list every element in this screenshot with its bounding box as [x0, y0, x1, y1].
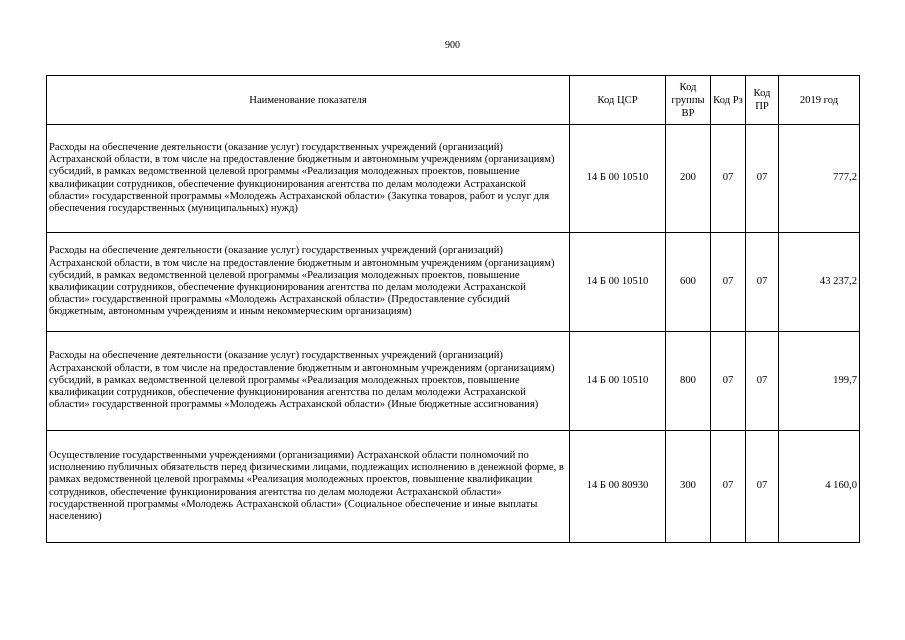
header-pr-code: Код ПР [746, 76, 779, 125]
row-csr-code: 14 Б 00 80930 [570, 431, 666, 543]
header-indicator-name: Наименование показателя [47, 76, 570, 125]
row-indicator-name: Расходы на обеспечение деятельности (оказание услуг) государственных учреждений (организаций) Астраханской области, в том числе на предоставление бюджетным и автономным учреждениям (организациям) субсидий, в рамках ведомственной целевой программы «Реализация молодежных проектов, повышение квалификации сотрудников, обеспечение функционирования агентства по делам молодежи Астраханской области» государственной программы «Молодежь Астраханской области» (Закупка товаров, работ и услуг для обеспечения государственных (муниципальных) нужд) [47, 125, 570, 233]
header-csr-code: Код ЦСР [570, 76, 666, 125]
row-vr-code: 800 [666, 332, 711, 431]
row-csr-code: 14 Б 00 10510 [570, 125, 666, 233]
header-rz-code: Код Рз [711, 76, 746, 125]
table-row [47, 431, 860, 543]
row-amount: 4 160,0 [779, 431, 860, 543]
table-header-row [47, 76, 860, 125]
row-pr-code: 07 [746, 233, 779, 332]
row-vr-code: 200 [666, 125, 711, 233]
row-pr-code: 07 [746, 332, 779, 431]
row-pr-code: 07 [746, 431, 779, 543]
row-indicator-name: Расходы на обеспечение деятельности (оказание услуг) государственных учреждений (организаций) Астраханской области, в том числе на предоставление бюджетным и автономным учреждениям (организациям) субсидий, в рамках ведомственной целевой программы «Реализация молодежных проектов, повышение квалификации сотрудников, обеспечение функционирования агентства по делам молодежи Астраханской области» государственной программы «Молодежь Астраханской области» (Иные бюджетные ассигнования) [47, 332, 570, 431]
row-csr-code: 14 Б 00 10510 [570, 332, 666, 431]
table-row [47, 332, 860, 431]
row-csr-code: 14 Б 00 10510 [570, 233, 666, 332]
row-vr-code: 300 [666, 431, 711, 543]
table-row [47, 125, 860, 233]
row-indicator-name: Осуществление государственными учреждениями (организациями) Астраханской области полномочий по исполнению публичных обязательств перед физическими лицами, подлежащих исполнению в денежной форме, в рамках ведомственной целевой программы «Реализация молодежных проектов, повышение квалификации сотрудников, обеспечение функционирования агентства по делам молодежи Астраханской области» государственной программы «Молодежь Астраханской области» (Социальное обеспечение и иные выплаты населению) [47, 431, 570, 543]
header-vr-code: Код группы ВР [666, 76, 711, 125]
row-rz-code: 07 [711, 233, 746, 332]
row-rz-code: 07 [711, 332, 746, 431]
row-rz-code: 07 [711, 431, 746, 543]
row-amount: 777,2 [779, 125, 860, 233]
row-pr-code: 07 [746, 125, 779, 233]
row-amount: 199,7 [779, 332, 860, 431]
row-amount: 43 237,2 [779, 233, 860, 332]
budget-table [46, 75, 860, 543]
header-year: 2019 год [779, 76, 860, 125]
row-rz-code: 07 [711, 125, 746, 233]
row-vr-code: 600 [666, 233, 711, 332]
row-indicator-name: Расходы на обеспечение деятельности (оказание услуг) государственных учреждений (организаций) Астраханской области, в том числе на предоставление бюджетным и автономным учреждениям (организациям) субсидий, в рамках ведомственной целевой программы «Реализация молодежных проектов, повышение квалификации сотрудников, обеспечение функционирования агентства по делам молодежи Астраханской области» государственной программы «Молодежь Астраханской области» (Предоставление субсидий бюджетным, автономным учреждениям и иным некоммерческим организациям) [47, 233, 570, 332]
page-number: 900 [445, 40, 460, 51]
table-row [47, 233, 860, 332]
